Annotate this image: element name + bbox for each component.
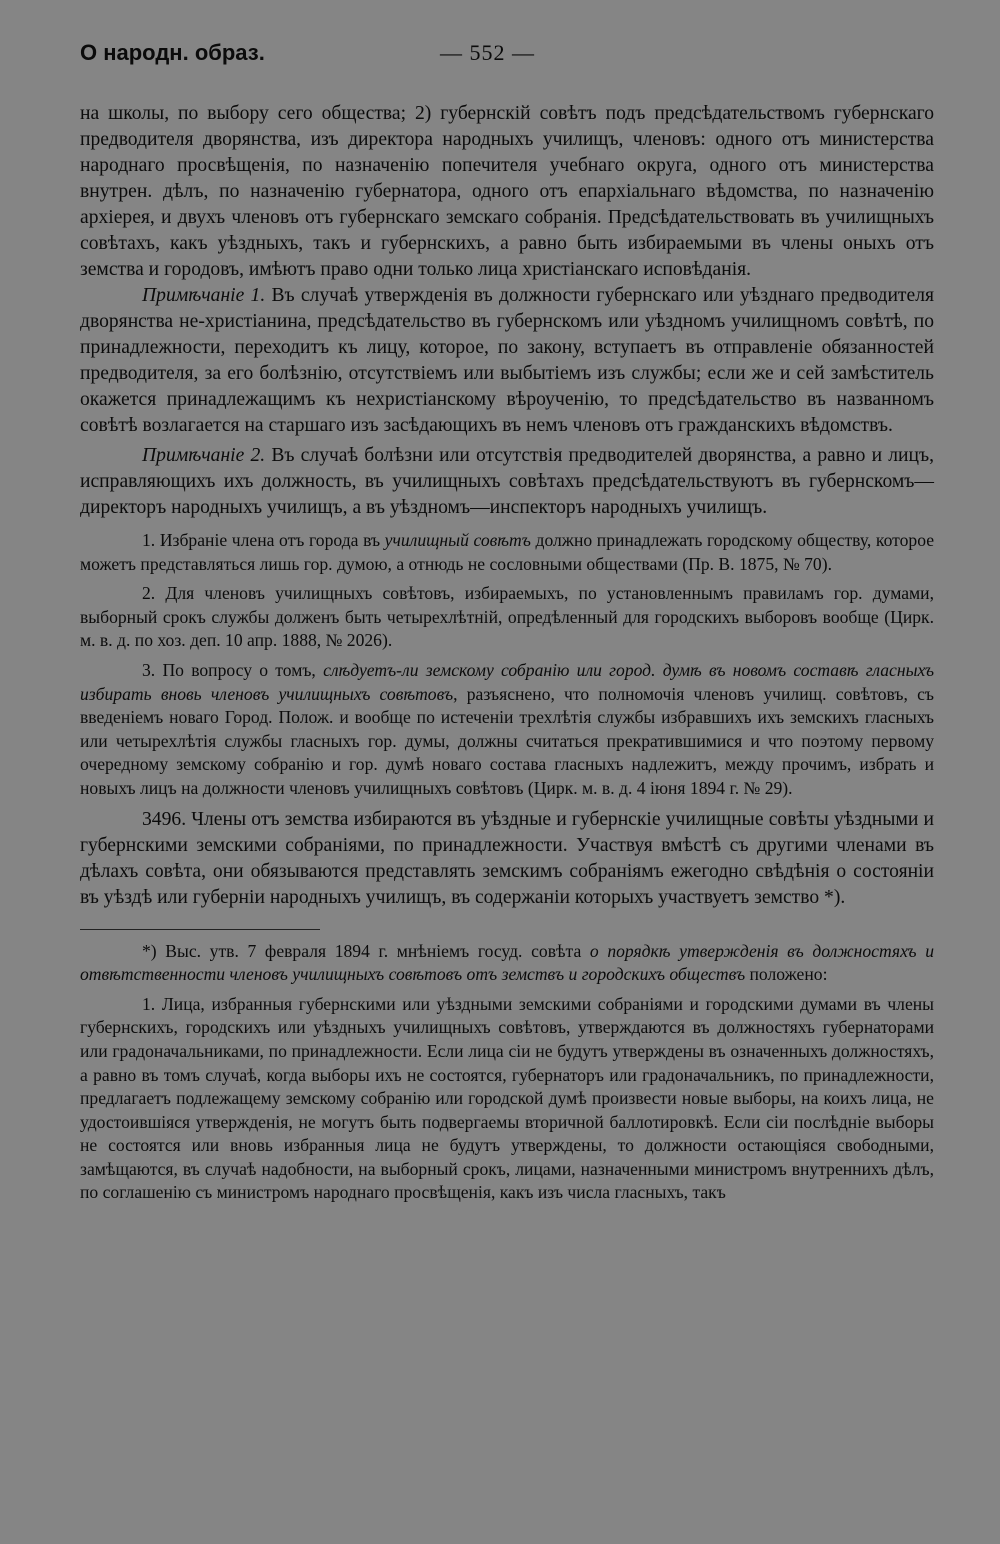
note-2-text: Въ случаѣ болѣзни или отсутствія предводителей дворянства, а равно и лицъ, исправляющихъ ихъ должность, въ училищныхъ совѣтахъ предсѣдательствуютъ въ губернскомъ—директоръ народныхъ училищъ, а въ уѣздномъ—инспекторъ народныхъ училищъ. <box>80 445 934 518</box>
note-2 <box>80 443 934 521</box>
article <box>80 807 934 911</box>
main-text <box>80 101 934 521</box>
commentary-italic: слѣдуетъ-ли земскому собранію или город. думѣ въ новомъ составѣ гласныхъ избирать вновь членовъ училищныхъ совѣтовъ <box>80 659 934 704</box>
footnote-text: *) Выс. утв. 7 февраля 1894 г. мнѣніемъ госуд. совѣта <box>142 940 590 961</box>
commentary-text: , разъяснено, что полномочія членовъ училищ. совѣтовъ, съ введеніемъ новаго Город. Полож. и вообще по истеченіи трехлѣтія службы избравшихъ ихъ земскихъ гласныхъ или четырехлѣтія службы гласныхъ гор. думы, должны считаться прекратившимися и что поэтому первому очередному земскому собранію и гор. думѣ новаго состава гласныхъ надлежитъ, между прочимъ, избрать и новыхъ лицъ на должности членовъ училищныхъ совѣтовъ (Цирк. м. в. д. 4 іюня 1894 г. № 29). <box>80 683 934 798</box>
article-3496: 3496. Члены отъ земства избираются въ уѣздные и губернскіе училищные совѣты уѣздными и губернскими земскими собраніями, по принадлежности. Участвуя вмѣстѣ съ другими членами въ дѣлахъ совѣта, они обязываются представлять земскимъ собраніямъ ежегодно свѣдѣнія о состояніи въ уѣздѣ или губерніи народныхъ училищъ, въ содержаніи которыхъ участвуетъ земство *). <box>80 808 934 908</box>
note-1-label: Примѣчаніе 1. <box>142 285 266 306</box>
commentary-text: 3. По вопросу о томъ, <box>142 659 324 680</box>
page-body <box>80 101 934 1205</box>
commentary <box>80 529 934 801</box>
commentary-item-2: 2. Для членовъ училищныхъ совѣтовъ, избираемыхъ, по установленнымъ правиламъ гор. думами, выборный срокъ службы долженъ быть четырехлѣтній, опредѣленный для городскихъ выборовъ вообще (Цирк. м. в. д. по хоз. деп. 10 апр. 1888, № 2026). <box>80 583 934 651</box>
commentary-item-3 <box>80 659 934 801</box>
commentary-italic: училищный совѣтъ <box>384 530 531 550</box>
running-title: О народн. образ. <box>80 40 265 65</box>
commentary-text: должно принадлежать городскому обществу, которое можетъ представляться лишь гор. думою, а отнюдь не сословными обществами (Пр. В. 1875, № 70). <box>80 530 935 574</box>
page-header <box>80 40 934 74</box>
footnote <box>80 940 934 1206</box>
paragraph-continuation: на школы, по выбору сего общества; 2) губернскій совѣтъ подъ предсѣдательствомъ губернскаго предводителя дворянства, изъ директора народныхъ училищъ, членовъ: одного отъ министерства народнаго просвѣщенія, по назначенію попечителя учебнаго округа, одного отъ министерства внутрен. дѣлъ, по назначенію губернатора, одного отъ епархіальнаго вѣдомства, по назначенію архіерея, и двухъ членовъ отъ губернскаго земскаго собранія. Предсѣдательствовать въ училищныхъ совѣтахъ, какъ уѣздныхъ, такъ и губернскихъ, а равно быть избираемыми въ члены оныхъ отъ земства и городовъ, имѣютъ право одни только лица христіанскаго исповѣданія. <box>80 103 934 280</box>
footnote-intro <box>80 940 934 987</box>
footnote-text: положено: <box>745 964 828 985</box>
note-1 <box>80 283 934 439</box>
footnote-divider <box>80 929 320 930</box>
note-1-text: Въ случаѣ утвержденія въ должности губернскаго или уѣзднаго предводителя дворянства не-христіанина, предсѣдательство въ губернскомъ или уѣздномъ училищномъ совѣтѣ, по принадлежности, переходитъ къ лицу, которое, по закону, вступаетъ въ отправленіе обязанностей предводителя, за его болѣзнію, отсутствіемъ или выбытіемъ изъ службы; если же и сей замѣститель окажется принадлежащимъ къ нехристіанскому вѣроученію, то предсѣдательство въ названномъ совѣтѣ возлагается на старшаго изъ засѣдающихъ въ немъ членовъ отъ гражданскихъ вѣдомствъ. <box>80 285 934 436</box>
commentary-item-1 <box>80 529 934 576</box>
note-2-label: Примѣчаніе 2. <box>142 445 266 466</box>
footnote-italic: о порядкѣ утвержденія въ должностяхъ и отвѣтственности членовъ училищныхъ совѣтовъ отъ земствъ и городскихъ обществъ <box>80 940 934 985</box>
footnote-item-1: 1. Лица, избранныя губернскими или уѣздными земскими собраніями и городскими думами въ члены губернскихъ, городскихъ или уѣздныхъ училищныхъ совѣтовъ, утверждаются въ должностяхъ губернаторами или градоначальниками, по принадлежности. Если лица сіи не будутъ утверждены въ означенныхъ должностяхъ, а равно въ томъ случаѣ, когда выборы ихъ не состоятся, губернаторъ или градоначальникъ, по принадлежности, предлагаетъ подлежащему земскому собранію или городской думѣ произвести новые выборы, на коихъ лица, не удостоившіяся утвержденія, не могутъ быть подвергаемы вторичной баллотировкѣ. Если сіи послѣдніе выборы не состоятся или вновь избранныя лица не будутъ утверждены, то должности остающіяся свободными, замѣщаются, въ случаѣ надобности, на выборный срокъ, лицами, назначенными министромъ внутреннихъ дѣлъ, по соглашенію съ министромъ народнаго просвѣщенія, какъ изъ числа гласныхъ, такъ <box>80 993 934 1203</box>
page-number: — 552 — <box>440 40 535 65</box>
commentary-text: 1. Избраніе члена отъ города въ <box>142 530 385 550</box>
